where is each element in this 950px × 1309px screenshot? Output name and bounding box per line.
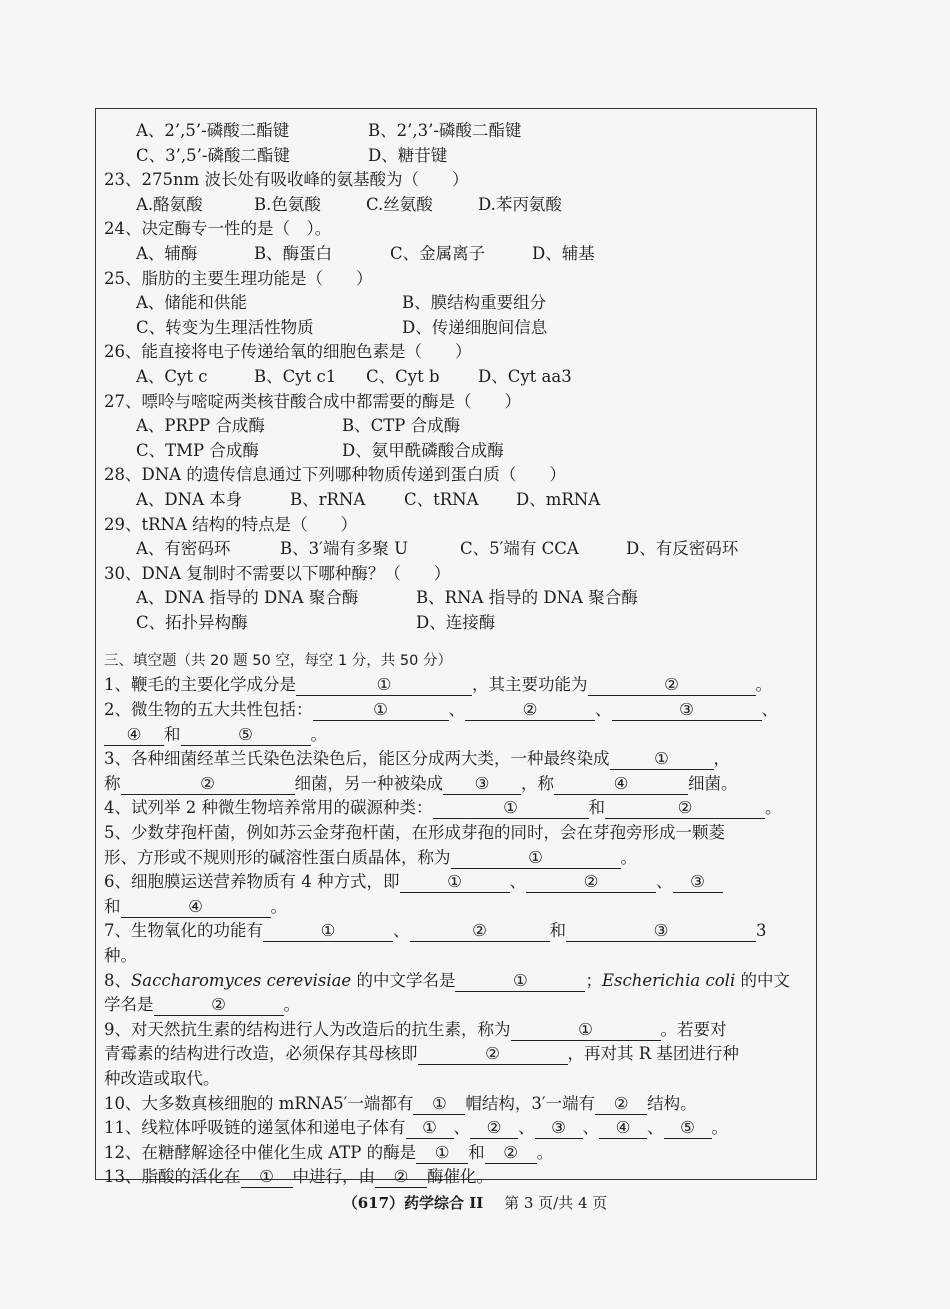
fill-question-8-cont: 学名是 ② 。 <box>104 995 300 1015</box>
answer-blank[interactable]: ② <box>375 1167 427 1188</box>
answer-blank[interactable]: ② <box>410 921 550 942</box>
answer-blank[interactable]: ② <box>154 995 284 1016</box>
page-footer <box>0 1192 950 1213</box>
answer-blank[interactable]: ② <box>485 1143 537 1164</box>
answer-blank[interactable]: ③ <box>673 872 723 893</box>
answer-blank[interactable]: ② <box>465 700 595 721</box>
fill-question-7: 7、生物氧化的功能有 ① 、 ② 和 ③ 3 <box>104 921 767 941</box>
answer-blank[interactable]: ③ <box>566 921 756 942</box>
answer-blank[interactable]: ② <box>588 675 756 696</box>
answer-blank[interactable]: ① <box>406 1118 454 1139</box>
answer-blank[interactable]: ① <box>511 1020 661 1041</box>
answer-blank[interactable]: ① <box>455 971 585 992</box>
answer-blank[interactable]: ③ <box>535 1118 583 1139</box>
section-title: 三、填空题（共 20 题 50 空，每空 1 分，共 50 分） <box>104 653 452 670</box>
question-25-stem: 25、脂肪的主要生理功能是（ ） <box>104 268 373 288</box>
answer-blank[interactable]: ① <box>263 921 393 942</box>
answer-blank[interactable]: ① <box>400 872 510 893</box>
fill-question-9-end: 种改造或取代。 <box>104 1068 220 1088</box>
exam-code: （617）药学综合 II <box>342 1194 484 1212</box>
mc-options-30a: A、DNA 指导的 DNA 聚合酶 B、RNA 指导的 DNA 聚合酶 <box>136 588 638 608</box>
question-27-stem: 27、嘌呤与嘧啶两类核苷酸合成中都需要的酶是（ ） <box>104 391 521 411</box>
fill-question-5-cont: 形、方形或不规则形的碱溶性蛋白质晶体，称为 ① 。 <box>104 847 637 867</box>
mc-options-28: A、DNA 本身 B、rRNA C、tRNA D、mRNA <box>136 489 601 509</box>
mc-options-24: A、辅酶 B、酶蛋白 C、金属离子 D、辅基 <box>136 243 595 263</box>
answer-blank[interactable]: ① <box>451 848 621 869</box>
question-29-stem: 29、tRNA 结构的特点是（ ） <box>104 514 358 534</box>
mc-options-29: A、有密码环 B、3′端有多聚 U C、5′端有 CCA D、有反密码环 <box>136 539 739 559</box>
fill-question-4: 4、试列举 2 种微生物培养常用的碳源种类： ① 和 ② 。 <box>104 798 782 818</box>
fill-question-5: 5、少数芽孢杆菌，例如苏云金芽孢杆菌，在形成芽孢的同时，会在芽孢旁形成一颗菱 <box>104 823 725 843</box>
question-24-stem: 24、决定酶专一性的是（ ）。 <box>104 219 332 239</box>
answer-blank[interactable]: ③ <box>612 700 762 721</box>
fill-question-3-cont: 称 ② 细菌，另一种被染成 ③ ，称 ④ 细菌。 <box>104 773 738 793</box>
answer-blank[interactable]: ① <box>296 675 472 696</box>
answer-blank[interactable]: ⑤ <box>181 725 311 746</box>
answer-blank[interactable]: ① <box>610 749 714 770</box>
mc-options-25b: C、转变为生理活性物质 D、传递细胞间信息 <box>136 317 548 337</box>
answer-blank[interactable]: ① <box>433 798 589 819</box>
fill-question-3: 3、各种细菌经革兰氏染色法染色后，能区分成两大类，一种最终染成 ① ， <box>104 749 730 769</box>
fill-question-6-cont: 和 ④ 。 <box>104 896 287 916</box>
fill-question-10: 10、大多数真核细胞的 mRNA5′一端都有 ① 帽结构，3′一端有 ② 结构。 <box>104 1093 697 1113</box>
question-28-stem: 28、DNA 的遗传信息通过下列哪种物质传递到蛋白质（ ） <box>104 465 566 485</box>
answer-blank[interactable]: ② <box>605 798 765 819</box>
answer-blank[interactable]: ② <box>418 1044 568 1065</box>
mc-options-27b: C、TMP 合成酶 D、氨甲酰磷酸合成酶 <box>136 440 504 460</box>
mc-options-22b: C、3’,5’-磷酸二酯键 D、糖苷键 <box>136 145 448 165</box>
answer-blank[interactable]: ① <box>313 700 449 721</box>
fill-question-9-cont: 青霉素的结构进行改造，必须保存其母核即 ② ，再对其 R 基团进行种 <box>104 1044 739 1064</box>
answer-blank[interactable]: ② <box>526 872 656 893</box>
fill-question-11: 11、线粒体呼吸链的递氢体和递电子体有 ① 、 ② 、 ③ 、 ④ 、 ⑤ 。 <box>104 1118 728 1138</box>
mc-options-30b: C、拓扑异构酶 D、连接酶 <box>136 612 496 632</box>
fill-question-1: 1、鞭毛的主要化学成分是 ① ，其主要功能为 ② 。 <box>104 675 772 695</box>
mc-options-22a: A、2’,5’-磷酸二酯键 B、2’,3’-磷酸二酯键 <box>136 121 522 140</box>
fill-question-13: 13、脂酸的活化在 ① 中进行，由 ② 酶催化。 <box>104 1167 493 1187</box>
answer-blank[interactable]: ④ <box>599 1118 647 1139</box>
fill-question-6: 6、细胞膜运送营养物质有 4 种方式，即 ① 、 ② 、 ③ <box>104 870 816 895</box>
question-26-stem: 26、能直接将电子传递给氧的细胞色素是（ ） <box>104 342 472 362</box>
answer-blank[interactable]: ① <box>241 1167 293 1188</box>
question-30-stem: 30、DNA 复制时不需要以下哪种酶？（ ） <box>104 563 451 583</box>
answer-blank[interactable]: ⑤ <box>664 1118 712 1139</box>
fill-question-7-cont: 种。 <box>104 946 137 965</box>
answer-blank[interactable]: ① <box>416 1143 468 1164</box>
fill-question-8: 8、Saccharomyces cerevisiae 的中文学名是 ① ；Escherichia coli 的中文 <box>104 970 790 990</box>
answer-blank[interactable]: ② <box>470 1118 518 1139</box>
answer-blank[interactable]: ③ <box>443 774 521 795</box>
mc-options-23: A.酪氨酸 B.色氨酸 C.丝氨酸 D.苯丙氨酸 <box>136 194 562 214</box>
fill-question-12: 12、在糖酵解途径中催化生成 ATP 的酶是 ① 和 ② 。 <box>104 1142 554 1162</box>
answer-blank[interactable]: ② <box>595 1094 647 1115</box>
mc-options-25a: A、储能和供能 B、膜结构重要组分 <box>136 293 547 313</box>
mc-options-27a: A、PRPP 合成酶 B、CTP 合成酶 <box>136 416 461 436</box>
answer-blank[interactable]: ④ <box>554 774 688 795</box>
question-23-stem: 23、275nm 波长处有吸收峰的氨基酸为（ ） <box>104 170 469 190</box>
answer-blank[interactable]: ④ <box>121 897 271 918</box>
exam-sheet <box>95 108 817 1187</box>
mc-options-26: A、Cyt c B、Cyt c1 C、Cyt b D、Cyt aa3 <box>136 366 572 386</box>
fill-question-9: 9、对天然抗生素的结构进行人为改造后的抗生素，称为 ① 。若要对 <box>104 1019 727 1039</box>
fill-question-2: 2、微生物的五大共性包括： ① 、 ② 、 ③ 、 <box>104 700 778 720</box>
fill-question-2-cont: ④ 和 ⑤ 。 <box>104 723 816 748</box>
answer-blank[interactable]: ④ <box>104 725 164 746</box>
page-number: 第 3 页/共 4 页 <box>504 1194 608 1212</box>
answer-blank[interactable]: ① <box>413 1094 465 1115</box>
answer-blank[interactable]: ② <box>121 774 295 795</box>
